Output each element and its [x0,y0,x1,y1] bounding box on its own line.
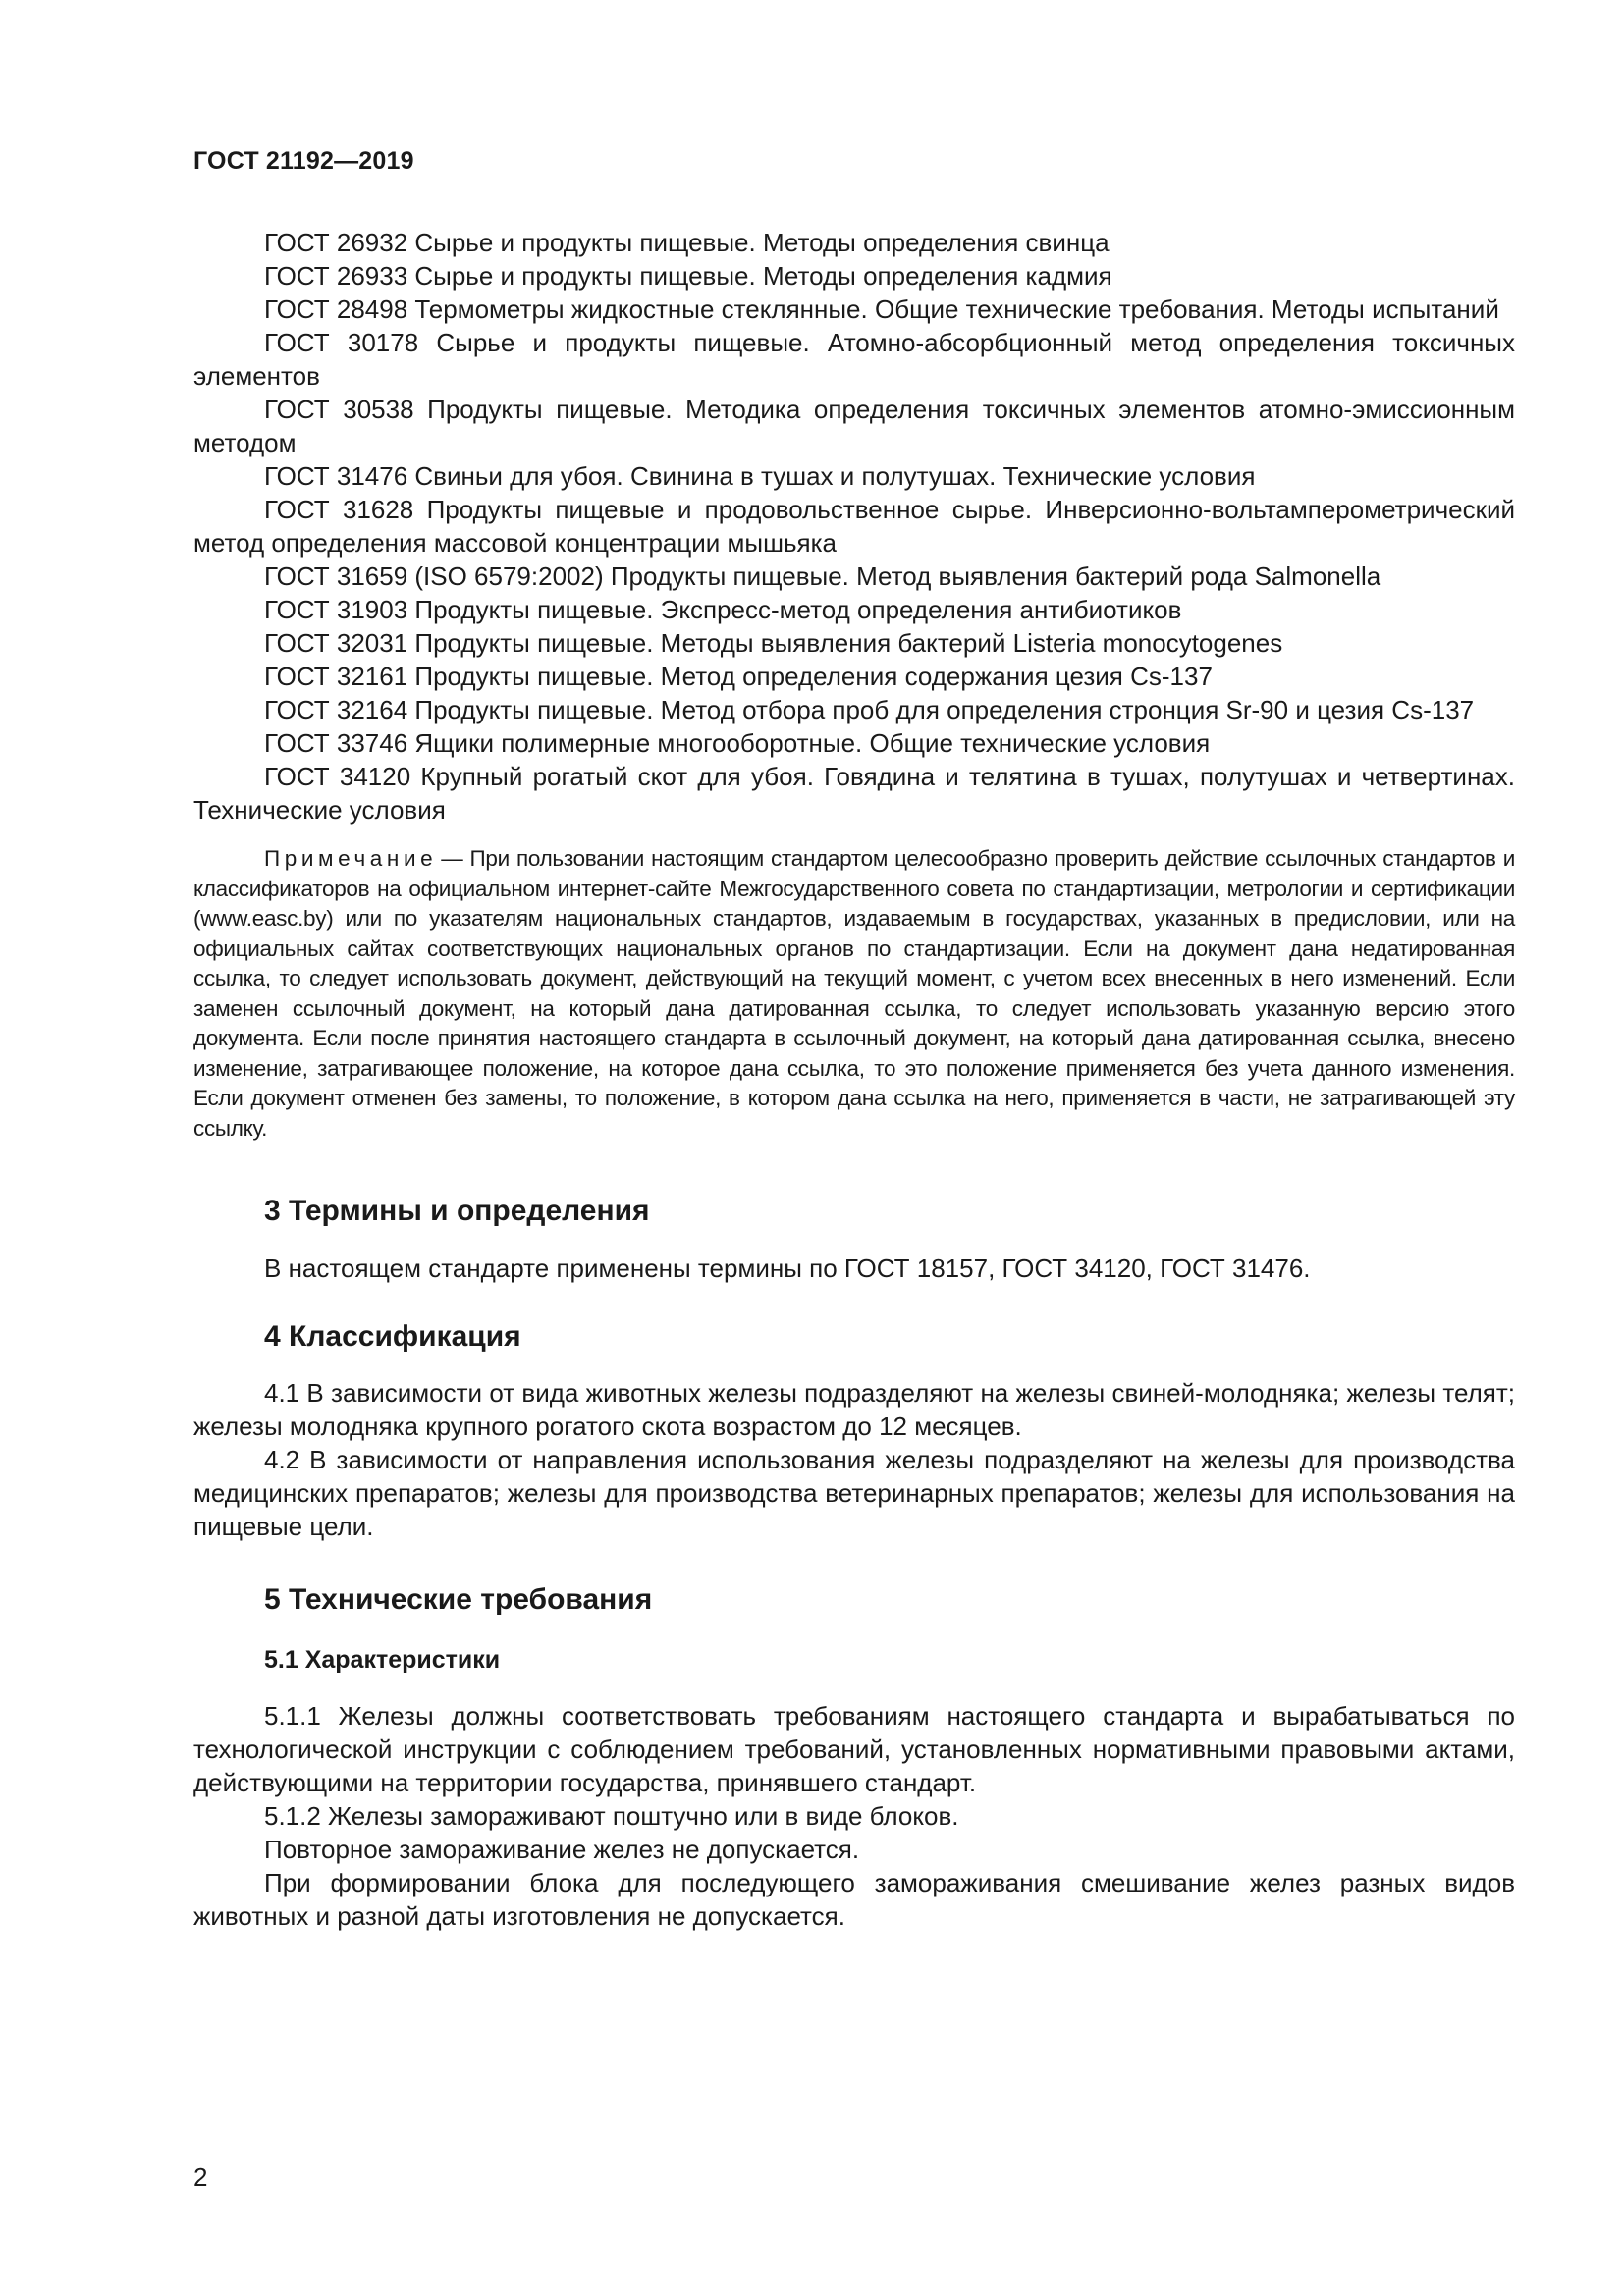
clause-5-1-2: 5.1.2 Железы замораживают поштучно или в виде блоков. [264,1801,959,1831]
section-5-heading: 5 Технические требования [264,1583,653,1616]
reference-item: ГОСТ 30178 Сырье и продукты пищевые. Атомно-абсорбционный метод определения токсичных элементов [193,328,1515,391]
note-label: Примечание [264,846,438,871]
section-4-heading: 4 Классификация [264,1320,521,1353]
reference-item: ГОСТ 32161 Продукты пищевые. Метод определения содержания цезия Cs-137 [264,662,1213,691]
reference-item: ГОСТ 26932 Сырье и продукты пищевые. Методы определения свинца [264,228,1110,257]
clause-4-2: 4.2 В зависимости от направления использования железы подразделяют на железы для производства медицинских препаратов; железы для производства ветеринарных препаратов; железы для использования на пищевые цели. [193,1445,1515,1541]
section-5-body [193,1699,1515,1933]
reference-item: ГОСТ 26933 Сырье и продукты пищевые. Методы определения кадмия [264,261,1112,291]
clause-5-1-2-continuation: Повторное замораживание желез не допускается. [264,1835,860,1864]
clause-5-1-1: 5.1.1 Железы должны соответствовать требованиям настоящего стандарта и вырабатываться по технологической инструкции с соблюдением требований, установленных нормативными правовыми актами, действующими на территории государства, принявшего стандарт. [193,1701,1515,1797]
note-text: — При пользовании настоящим стандартом целесообразно проверить действие ссылочных стандартов и классификаторов на официальном интернет-сайте Межгосударственного совета по стандартизации, метрологии и сертификации (www.easc.by) или по указателям национальных стандартов, издаваемым в государствах, указанных в предисловии, или на официальных сайтах соответствующих национальных органов по стандартизации. Если на документ дана недатированная ссылка, то следует использовать документ, действующий на текущий момент, с учетом всех внесенных в него изменений. Если заменен ссылочный документ, на который дана датированная ссылка, то следует использовать указанную версию этого документа. Если после принятия настоящего стандарта в ссылочный документ, на который дана датированная ссылка, внесено изменение, затрагивающее положение, на которое дана ссылка, то это положение применяется без учета данного изменения. Если документ отменен без замены, то положение, в котором дана ссылка на него, применяется в части, не затрагивающей эту ссылку. [193,846,1515,1141]
section-3-text: В настоящем стандарте применены термины по ГОСТ 18157, ГОСТ 34120, ГОСТ 31476. [264,1254,1311,1283]
reference-item: ГОСТ 31659 (ISO 6579:2002) Продукты пищевые. Метод выявления бактерий рода Salmonella [264,561,1381,591]
reference-item: ГОСТ 28498 Термометры жидкостные стеклянные. Общие технические требования. Методы испытаний [264,294,1499,324]
reference-item: ГОСТ 33746 Ящики полимерные многооборотные. Общие технические условия [264,728,1211,758]
reference-item: ГОСТ 34120 Крупный рогатый скот для убоя. Говядина и телятина в тушах, полутушах и четвертинах. Технические условия [193,762,1515,825]
page-number: 2 [193,2163,208,2192]
reference-item: ГОСТ 32164 Продукты пищевые. Метод отбора проб для определения стронция Sr-90 и цезия Cs-137 [264,695,1475,724]
section-4-body [193,1376,1515,1543]
subsection-5-1-heading: 5.1 Характеристики [264,1646,501,1674]
reference-item: ГОСТ 32031 Продукты пищевые. Методы выявления бактерий Listeria monocytogenes [264,628,1283,658]
reference-item: ГОСТ 31628 Продукты пищевые и продовольственное сырье. Инверсионно-вольтамперометрический метод определения массовой концентрации мышьяка [193,495,1515,558]
section-3-heading: 3 Термины и определения [264,1195,650,1227]
reference-item: ГОСТ 30538 Продукты пищевые. Методика определения токсичных элементов атомно-эмиссионным методом [193,395,1515,457]
references-note [193,844,1515,1144]
clause-4-1: 4.1 В зависимости от вида животных железы подразделяют на железы свиней-молодняка; железы телят; железы молодняка крупного рогатого скота возрастом до 12 месяцев. [193,1378,1515,1441]
normative-references-list [193,226,1515,827]
reference-item: ГОСТ 31476 Свиньи для убоя. Свинина в тушах и полутушах. Технические условия [264,461,1256,491]
document-code-header: ГОСТ 21192—2019 [193,147,414,175]
clause-5-1-2-block-rule: При формировании блока для последующего замораживания смешивание желез разных видов животных и разной даты изготовления не допускается. [193,1868,1515,1931]
reference-item: ГОСТ 31903 Продукты пищевые. Экспресс-метод определения антибиотиков [264,595,1182,624]
page-content [193,226,1515,1933]
